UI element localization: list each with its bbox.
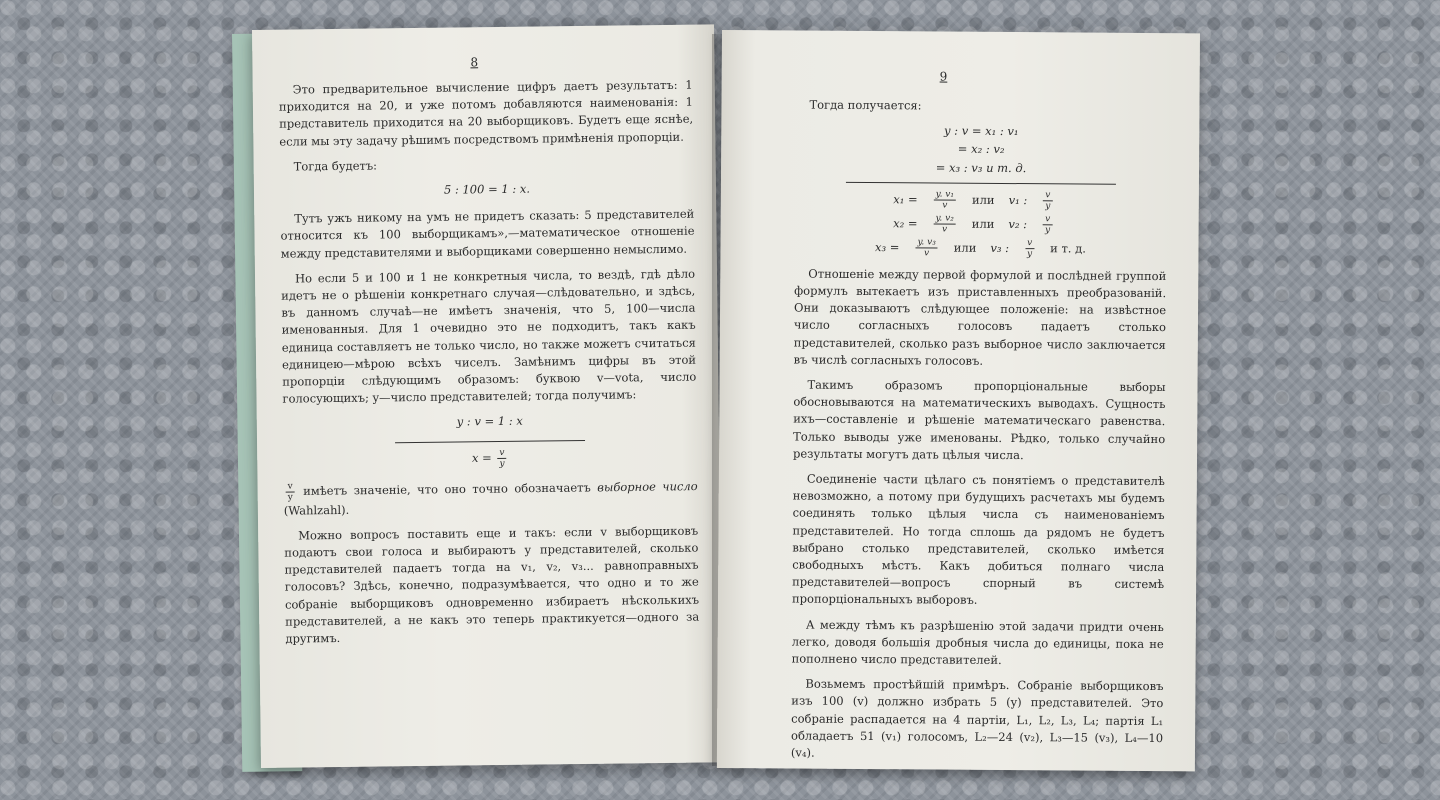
fraction-numerator: v	[1043, 214, 1052, 225]
italic-term: выборное число	[597, 478, 698, 494]
formula-lhs: x₂ =	[893, 215, 918, 231]
equation-chain	[795, 122, 1167, 178]
equation: y : v = 1 : x	[456, 414, 523, 429]
fraction-denominator: y	[499, 458, 505, 469]
paragraph: Тутъ ужъ никому на умъ не придетъ сказать: 5 представителей относится къ 100 выборщикамъ»,—математическое отношеніе между представителями и выборщиками совершенно немыслимо.	[280, 206, 695, 261]
paragraph: Возьмемъ простѣйшій примѣръ. Собраніе выборщиковъ изъ 100 (v) должно избрать 5 (y) представителей. Это собраніе распадается на 4 партіи, L₁, L₂, L₃, L₄; партія L₁ обладаетъ 51 (v₁) голосомъ, L₂—24 (v₂), L₃—15 (v₃), L₄—10 (v₄).	[790, 676, 1164, 760]
right-page-text	[791, 97, 1168, 773]
paragraph: Соединеніе части цѣлаго съ понятіемъ о представителѣ невозможно, а потому при будущихъ расчетахъ мы будемъ соединять только цѣлыя числа съ наименованіемъ представителей. Но тогда сплошь да рядомъ не будетъ выбрано столько представителей, сколько имѣется свободныхъ мѣстъ. Какъ добиться полнаго числа представителей—вопросъ спорный въ системѣ пропорціональныхъ выборовъ.	[791, 471, 1165, 608]
formula-or: или	[953, 240, 977, 255]
fraction-denominator: v	[924, 248, 930, 259]
left-page	[252, 24, 723, 768]
fraction	[1043, 190, 1052, 211]
fraction-numerator: y. v₂	[933, 213, 955, 224]
equation: = x₃ : v₃ и т. д.	[935, 160, 1027, 175]
equation-divider	[395, 440, 585, 443]
left-page-text	[279, 77, 700, 656]
formula-lhs: x₁ =	[893, 191, 918, 207]
fraction-denominator: y	[287, 492, 293, 503]
fraction	[1043, 214, 1052, 235]
paragraph: Можно вопросъ поставить еще и такъ: если v выборщиковъ подаютъ свои голоса и выбираютъ y представителей, сколько представителей падаетъ тогда на v₁, v₂, v₃... равноправныхъ голосовъ? Здѣсь, конечно, подразумѣвается, что одно и то же собраніе выборщиковъ одновременно избираетъ нѣсколькихъ представителей, а не какъ это теперь практикуется—одного за другимъ.	[284, 523, 700, 646]
paragraph-text: (Wahlzahl).	[283, 502, 350, 518]
fraction-numerator: y. v₃	[915, 237, 937, 248]
fraction-numerator: v	[1025, 238, 1034, 249]
fraction	[1025, 238, 1034, 259]
fraction-denominator: y	[1045, 225, 1051, 236]
paragraph-text: имѣетъ значеніе, что оно точно обозначаетъ	[296, 479, 598, 498]
fraction-denominator: y	[1026, 248, 1033, 259]
fraction-numerator: v	[497, 448, 506, 459]
fraction	[497, 448, 506, 469]
formula-mid: v₁ :	[1008, 192, 1028, 207]
paragraph: Это предварительное вычисление цифръ даетъ результатъ: 1 приходится на 20, и уже потомъ добавляются наименованія: 1 представитель приходится на 20 выборщиковъ. Будетъ еще яснѣе, если мы эту задачу рѣшимъ посредствомъ примѣненія пропорціи.	[278, 77, 694, 149]
formula-row	[794, 236, 1166, 260]
paragraph: А между тѣмъ къ разрѣшенію этой задачи придти очень легко, доводя большія дробныя числа до единицы, пока не пополнено число представителей.	[791, 617, 1164, 668]
fraction	[933, 213, 955, 234]
fraction-numerator: v	[1043, 190, 1052, 201]
formula-row	[795, 212, 1167, 236]
formula-row	[795, 188, 1167, 212]
formula-group	[794, 188, 1166, 260]
fraction	[286, 481, 295, 502]
formula-or: или	[971, 216, 995, 231]
paragraph: Отношеніе между первой формулой и послѣдней группой формулъ вытекаетъ изъ приставленныхъ преобразованій. Они доказываютъ слѣдующее положеніе: на извѣстное число согласныхъ голосовъ падаетъ столько представителей, сколько разъ выборное число заключается въ числѣ согласныхъ голосовъ.	[793, 266, 1167, 368]
fraction	[934, 189, 956, 210]
fraction-numerator: y. v₁	[934, 189, 956, 200]
equation: = x₂ : v₂	[957, 142, 1005, 157]
page-number: 9	[939, 69, 948, 84]
equation-divider	[846, 182, 1116, 185]
fraction	[915, 237, 937, 258]
fraction-denominator: y	[1045, 201, 1051, 212]
formula-or: или	[971, 192, 995, 207]
equation-lhs: x =	[471, 450, 492, 465]
paragraph: Тогда получается:	[809, 97, 922, 113]
paragraph: Такимъ образомъ пропорціональные выборы обосновываются на математическихъ выводахъ. Сущность ихъ—составленіе и рѣшеніе математическаго равенства. Только выводы уже именованы. Рѣдко, только случайно результаты могутъ дать цѣлыя числа.	[792, 377, 1166, 462]
formula-lhs: x₃ =	[875, 239, 900, 254]
fraction-denominator: v	[942, 224, 948, 235]
fraction-denominator: v	[942, 200, 948, 211]
paragraph: Тогда будетъ:	[293, 158, 378, 174]
right-page	[717, 30, 1200, 771]
paragraph	[284, 476, 698, 519]
equation: y : v = x₁ : v₁	[943, 123, 1019, 139]
formula-mid: v₃ :	[990, 240, 1010, 255]
equation	[283, 445, 697, 471]
formula-tail: и т. д.	[1050, 240, 1086, 256]
fraction-numerator: v	[286, 481, 295, 492]
equation: 5 : 100 = 1 : x.	[443, 181, 531, 197]
page-number: 8	[470, 55, 479, 70]
formula-mid: v₂ :	[1008, 216, 1028, 231]
paragraph: Но если 5 и 100 и 1 не конкретныя числа, то вездѣ, гдѣ дѣло идетъ не о рѣшеніи конкретнаго случая—слѣдовательно, и здѣсь, въ данномъ случаѣ—не имѣетъ значенія, что 5, 100—числа именованныя. Для 1 очевидно это не подходитъ, такъ какъ единица составляетъ не только число, но также можетъ считаться единицею—мѣрою всѣхъ чиселъ. Замѣнимъ цифры въ этой пропорціи слѣдующимъ образомъ: буквою v—vota, число голосующихъ; y—число представителей; тогда получимъ:	[281, 266, 697, 406]
